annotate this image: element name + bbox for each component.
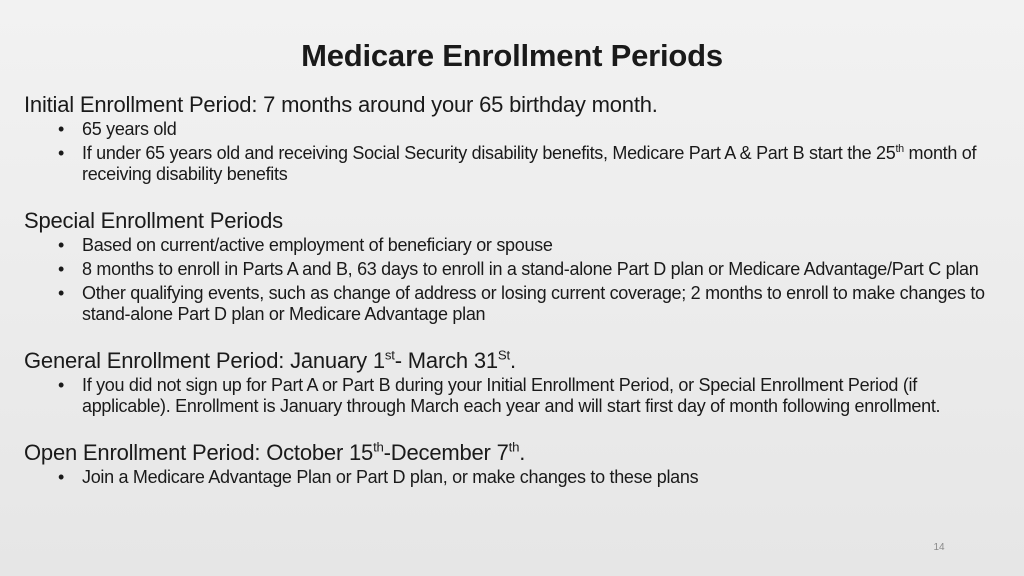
ordinal-suffix: th [508, 439, 520, 455]
initial-enrollment-section [24, 91, 994, 185]
initial-enrollment-heading: Initial Enrollment Period: 7 months around your 65 birthday month. [24, 92, 658, 117]
bullet-dot-icon: • [58, 283, 65, 303]
heading-text-middle: -December 7 [383, 440, 509, 465]
ordinal-suffix: St [497, 347, 510, 363]
bullet-dot-icon: • [58, 143, 65, 163]
list-item [58, 467, 994, 488]
special-enrollment-bullets [24, 235, 994, 325]
bullet-text: If you did not sign up for Part A or Part B during your Initial Enrollment Period, or Special Enrollment Period (if applicable). Enrollment is January through March each year and will start first day of month following enrollment. [82, 375, 941, 416]
bullet-text: 65 years old [82, 119, 177, 139]
open-enrollment-section [24, 439, 994, 488]
bullet-text: 8 months to enroll in Parts A and B, 63 days to enroll in a stand-alone Part D plan or Medicare Advantage/Part C plan [82, 259, 979, 279]
bullet-text-start: If under 65 years old and receiving Social Security disability benefits, Medicare Part A & Part B start the 25 [82, 143, 896, 163]
open-enrollment-heading [24, 439, 994, 467]
bullet-dot-icon: • [58, 467, 65, 487]
heading-text-start: Open Enrollment Period: October 15 [24, 440, 374, 465]
bullet-text: Join a Medicare Advantage Plan or Part D plan, or make changes to these plans [82, 467, 699, 487]
ordinal-suffix: th [895, 143, 904, 155]
list-item [58, 259, 994, 280]
general-enrollment-heading [24, 347, 994, 375]
bullet-dot-icon: • [58, 259, 65, 279]
bullet-dot-icon: • [58, 375, 65, 395]
general-enrollment-section [24, 347, 994, 417]
ordinal-suffix: st [384, 347, 395, 363]
open-enrollment-bullets [24, 467, 994, 488]
list-item [58, 283, 994, 325]
heading-text-end: . [509, 348, 516, 373]
special-enrollment-heading: Special Enrollment Periods [24, 208, 283, 233]
slide-content [24, 91, 994, 488]
list-item [58, 235, 994, 256]
page-number: 14 [933, 542, 945, 553]
heading-text-middle: - March 31 [394, 348, 498, 373]
bullet-dot-icon: • [58, 235, 65, 255]
heading-text-end: . [519, 440, 526, 465]
list-item [58, 143, 994, 185]
special-enrollment-section [24, 207, 994, 325]
general-enrollment-bullets [24, 375, 994, 417]
ordinal-suffix: th [373, 439, 384, 455]
list-item [58, 375, 994, 417]
bullet-dot-icon: • [58, 119, 65, 139]
slide-title: Medicare Enrollment Periods [301, 38, 723, 73]
bullet-text-end: month of receiving disability benefits [82, 143, 977, 184]
heading-text-start: General Enrollment Period: January 1 [24, 348, 385, 373]
bullet-text: Based on current/active employment of beneficiary or spouse [82, 235, 553, 255]
bullet-text: Other qualifying events, such as change of address or losing current coverage; 2 months to enroll to make changes to stand-alone Part D plan or Medicare Advantage plan [82, 283, 985, 324]
initial-enrollment-bullets [24, 119, 994, 185]
list-item [58, 119, 994, 140]
